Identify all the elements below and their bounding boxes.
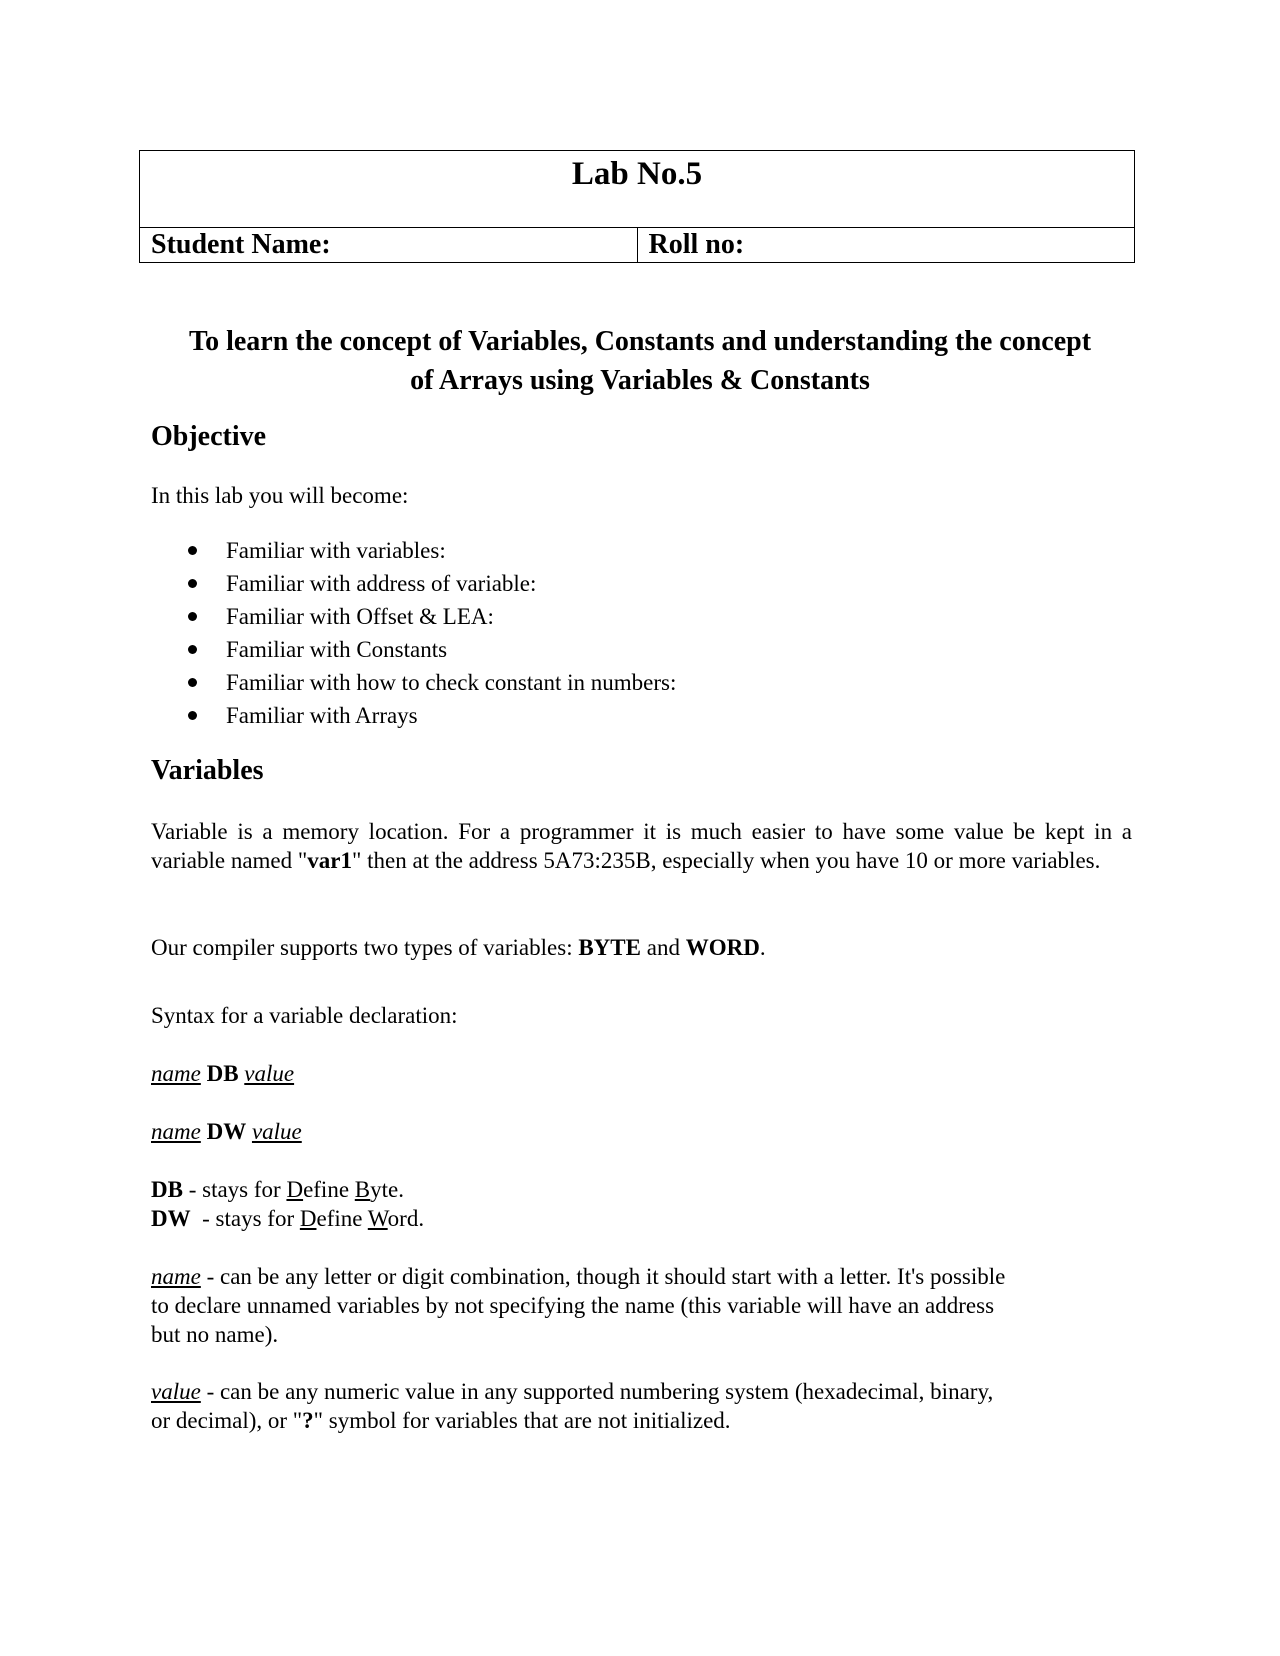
lab-header-table	[139, 150, 1135, 263]
name-desc-text: - can be any letter or digit combination, though it should start with a letter. It's possible	[200, 1264, 1006, 1289]
para2-text: Our compiler supports two types of variables:	[151, 935, 579, 960]
name-term: name	[151, 1264, 201, 1289]
db-rest: yte.	[370, 1177, 404, 1202]
main-title-line-1: To learn the concept of Variables, Constants and understanding the concept	[188, 326, 1092, 357]
objective-list	[151, 536, 676, 734]
dw-rest: ord.	[387, 1206, 425, 1231]
bullet-icon	[188, 579, 197, 588]
para2-end: .	[759, 935, 766, 960]
student-name-cell: Student Name:	[140, 228, 638, 263]
syntax-dw-keyword: DW	[206, 1119, 247, 1144]
var1-term: var1	[307, 848, 352, 873]
objective-intro: In this lab you will become:	[151, 483, 409, 508]
list-item	[151, 602, 676, 635]
value-description	[151, 1377, 993, 1435]
value-desc-text-a: or decimal), or "	[151, 1408, 303, 1433]
db-definition	[151, 1175, 404, 1204]
name-desc-line-2: to declare unnamed variables by not specifying the name (this variable will have an address	[151, 1293, 995, 1318]
list-item-text: Familiar with address of variable:	[226, 571, 537, 596]
bullet-icon	[188, 546, 197, 555]
para1-text-a: Variable is a memory location. For a programmer it is much easier to have some value be kept in a variable named "	[151, 819, 1132, 873]
syntax-value-term: value	[251, 1119, 302, 1144]
dw-w-letter: W	[367, 1206, 388, 1231]
value-term: value	[151, 1379, 201, 1404]
name-desc-line-1	[151, 1262, 1005, 1291]
lab-main-title	[150, 322, 1130, 400]
value-desc-text: - can be any numeric value in any supported numbering system (hexadecimal, binary,	[200, 1379, 994, 1404]
byte-term: BYTE	[578, 935, 641, 960]
lab-title: Lab No.5	[571, 156, 703, 192]
db-b-letter: B	[354, 1177, 371, 1202]
dw-keyword: DW	[151, 1206, 191, 1231]
db-keyword: DB	[151, 1177, 183, 1202]
dw-d-letter: D	[299, 1206, 317, 1231]
value-desc-line-2	[151, 1406, 993, 1435]
roll-no-cell: Roll no:	[637, 228, 1135, 263]
list-item	[151, 536, 676, 569]
list-item	[151, 635, 676, 668]
variables-paragraph-1	[151, 817, 1132, 875]
list-item	[151, 668, 676, 701]
question-mark-symbol: ?	[302, 1408, 314, 1433]
value-desc-line-1	[151, 1377, 993, 1406]
variables-paragraph-2	[151, 933, 766, 962]
bullet-icon	[188, 645, 197, 654]
para1-text-b: " then at the address 5A73:235B, especially when you have 10 or more variables.	[351, 848, 1101, 873]
dw-definition	[151, 1204, 424, 1233]
list-item	[151, 701, 676, 734]
syntax-value-term: value	[244, 1061, 295, 1086]
syntax-intro: Syntax for a variable declaration:	[151, 1003, 458, 1028]
list-item-text: Familiar with Offset & LEA:	[226, 604, 494, 629]
variables-heading: Variables	[151, 755, 264, 786]
syntax-db-keyword: DB	[206, 1061, 239, 1086]
db-efine: efine	[303, 1177, 355, 1202]
bullet-icon	[188, 612, 197, 621]
list-item-text: Familiar with Constants	[226, 637, 448, 662]
list-item-text: Familiar with how to check constant in numbers:	[226, 670, 677, 695]
bullet-icon	[188, 711, 197, 720]
word-term: WORD	[685, 935, 760, 960]
dw-def-text: - stays for	[190, 1206, 300, 1231]
name-description	[151, 1262, 1005, 1349]
list-item-text: Familiar with variables:	[226, 538, 446, 563]
bullet-icon	[188, 678, 197, 687]
list-item-text: Familiar with Arrays	[226, 703, 418, 728]
syntax-db-line	[151, 1059, 294, 1088]
syntax-name-term: name	[151, 1119, 201, 1144]
db-d-letter: D	[286, 1177, 304, 1202]
syntax-dw-line	[151, 1117, 302, 1146]
dw-efine: efine	[316, 1206, 368, 1231]
db-def-text: - stays for	[182, 1177, 287, 1202]
value-desc-text-b: " symbol for variables that are not initialized.	[313, 1408, 731, 1433]
list-item	[151, 569, 676, 602]
objective-heading: Objective	[151, 421, 267, 452]
para2-and: and	[640, 935, 686, 960]
lab-title-cell	[140, 151, 1135, 228]
main-title-line-2: of Arrays using Variables & Constants	[410, 365, 870, 396]
name-desc-line-3: but no name).	[151, 1322, 279, 1347]
syntax-name-term: name	[151, 1061, 201, 1086]
